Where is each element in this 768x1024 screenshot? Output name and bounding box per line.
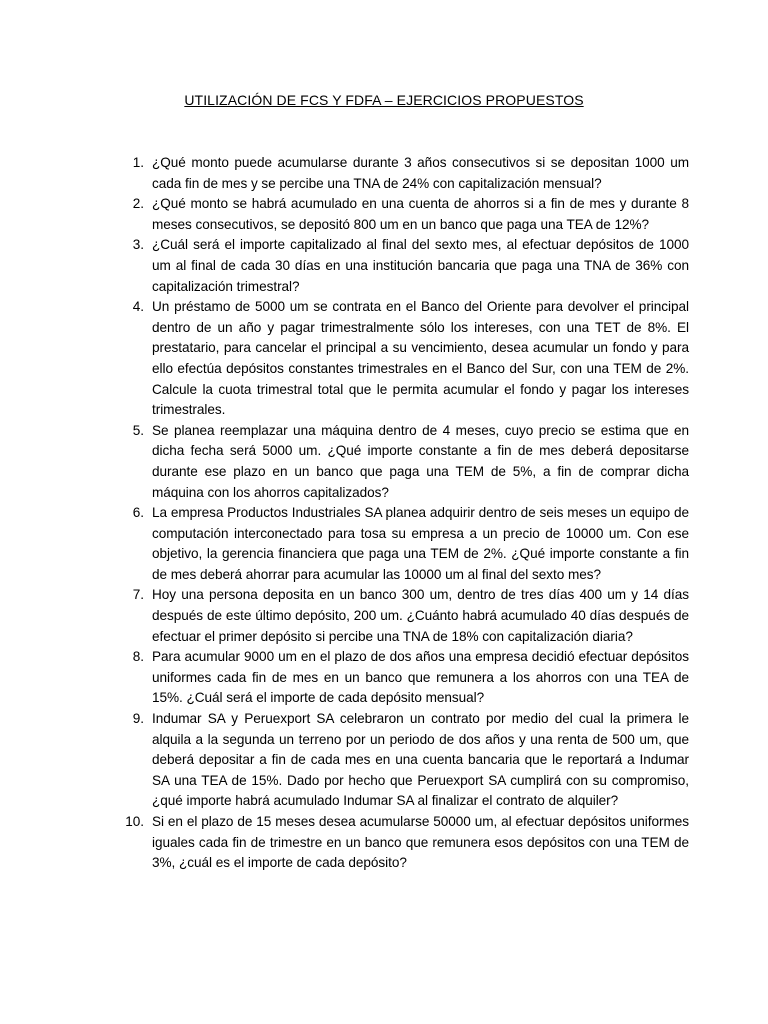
exercise-item xyxy=(118,503,689,585)
exercise-number: 6. xyxy=(132,505,144,521)
exercise-item xyxy=(118,194,689,235)
exercise-item xyxy=(118,153,689,194)
exercise-text: Indumar SA y Peruexport SA celebraron un contrato por medio del cual la primera le alquila a la segunda un terreno por un periodo de dos años y una renta de 500 um, que deberá depositar a fin de cada mes en una cuenta bancaria que le reportará a Indumar SA una TEA de 15%. Dado por hecho que Peruexport SA cumplirá con su compromiso, ¿qué importe habrá acumulado Indumar SA al finalizar el contrato de alquiler? xyxy=(152,711,689,809)
exercise-text: ¿Cuál será el importe capitalizado al final del sexto mes, al efectuar depósitos de 1000 um al final de cada 30 días en una institución bancaria que paga una TNA de 36% con capitalización trimestral? xyxy=(152,237,689,294)
exercise-text: ¿Qué monto puede acumularse durante 3 años consecutivos si se depositan 1000 um cada fin de mes y se percibe una TNA de 24% con capitalización mensual? xyxy=(152,155,689,191)
exercise-list xyxy=(118,153,689,874)
exercise-text: Un préstamo de 5000 um se contrata en el Banco del Oriente para devolver el principal dentro de un año y pagar trimestralmente sólo los intereses, con una TET de 8%. El prestatario, para cancelar el principal a su vencimiento, desea acumular un fondo y para ello efectúa depósitos constantes trimestrales en el Banco del Sur, con una TEM de 2%. Calcule la cuota trimestral total que le permita acumular el fondo y pagar los intereses trimestrales. xyxy=(152,299,689,418)
exercise-text: ¿Qué monto se habrá acumulado en una cuenta de ahorros si a fin de mes y durante 8 meses consecutivos, se depositó 800 um en un banco que paga una TEA de 12%? xyxy=(152,196,689,232)
exercise-number: 10. xyxy=(125,814,144,829)
exercise-item xyxy=(118,812,689,874)
exercise-text: La empresa Productos Industriales SA planea adquirir dentro de seis meses un equipo de computación interconectado para tosa su empresa a un precio de 10000 um. Con ese objetivo, la gerencia financiera que paga una TEM de 2%. ¿Qué importe constante a fin de mes deberá ahorrar para acumular las 10000 um al final del sexto mes? xyxy=(152,505,689,582)
exercise-item xyxy=(118,709,689,812)
exercise-item xyxy=(118,421,689,503)
exercise-item xyxy=(118,297,689,421)
exercise-item xyxy=(118,235,689,297)
exercise-number: 3. xyxy=(132,237,144,253)
exercise-text: Si en el plazo de 15 meses desea acumularse 50000 um, al efectuar depósitos uniformes iguales cada fin de trimestre en un banco que remunera esos depósitos con una TEM de 3%, ¿cuál es el importe de cada depósito? xyxy=(152,814,689,871)
document-title: UTILIZACIÓN DE FCS Y FDFA – EJERCICIOS PROPUESTOS xyxy=(184,92,584,108)
exercise-item xyxy=(118,647,689,709)
exercise-number: 1. xyxy=(132,155,144,170)
exercise-number: 4. xyxy=(132,299,144,315)
exercise-item xyxy=(118,585,689,647)
exercise-number: 7. xyxy=(132,587,144,603)
exercise-number: 8. xyxy=(132,649,144,665)
exercise-text: Hoy una persona deposita en un banco 300 um, dentro de tres días 400 um y 14 días después de este último depósito, 200 um. ¿Cuánto habrá acumulado 40 días después de efectuar el primer depósito si percibe una TNA de 18% con capitalización diaria? xyxy=(152,587,689,644)
exercise-text: Se planea reemplazar una máquina dentro de 4 meses, cuyo precio se estima que en dicha fecha será 5000 um. ¿Qué importe constante a fin de mes deberá depositarse durante ese plazo en un banco que paga una TEM de 5%, a fin de comprar dicha máquina con los ahorros capitalizados? xyxy=(152,422,689,500)
exercise-number: 5. xyxy=(132,422,144,438)
exercise-number: 2. xyxy=(132,196,144,212)
exercise-number: 9. xyxy=(132,711,144,727)
exercise-text: Para acumular 9000 um en el plazo de dos años una empresa decidió efectuar depósitos uniformes cada fin de mes en un banco que remunera a los ahorros con una TEA de 15%. ¿Cuál será el importe de cada depósito mensual? xyxy=(152,649,689,706)
